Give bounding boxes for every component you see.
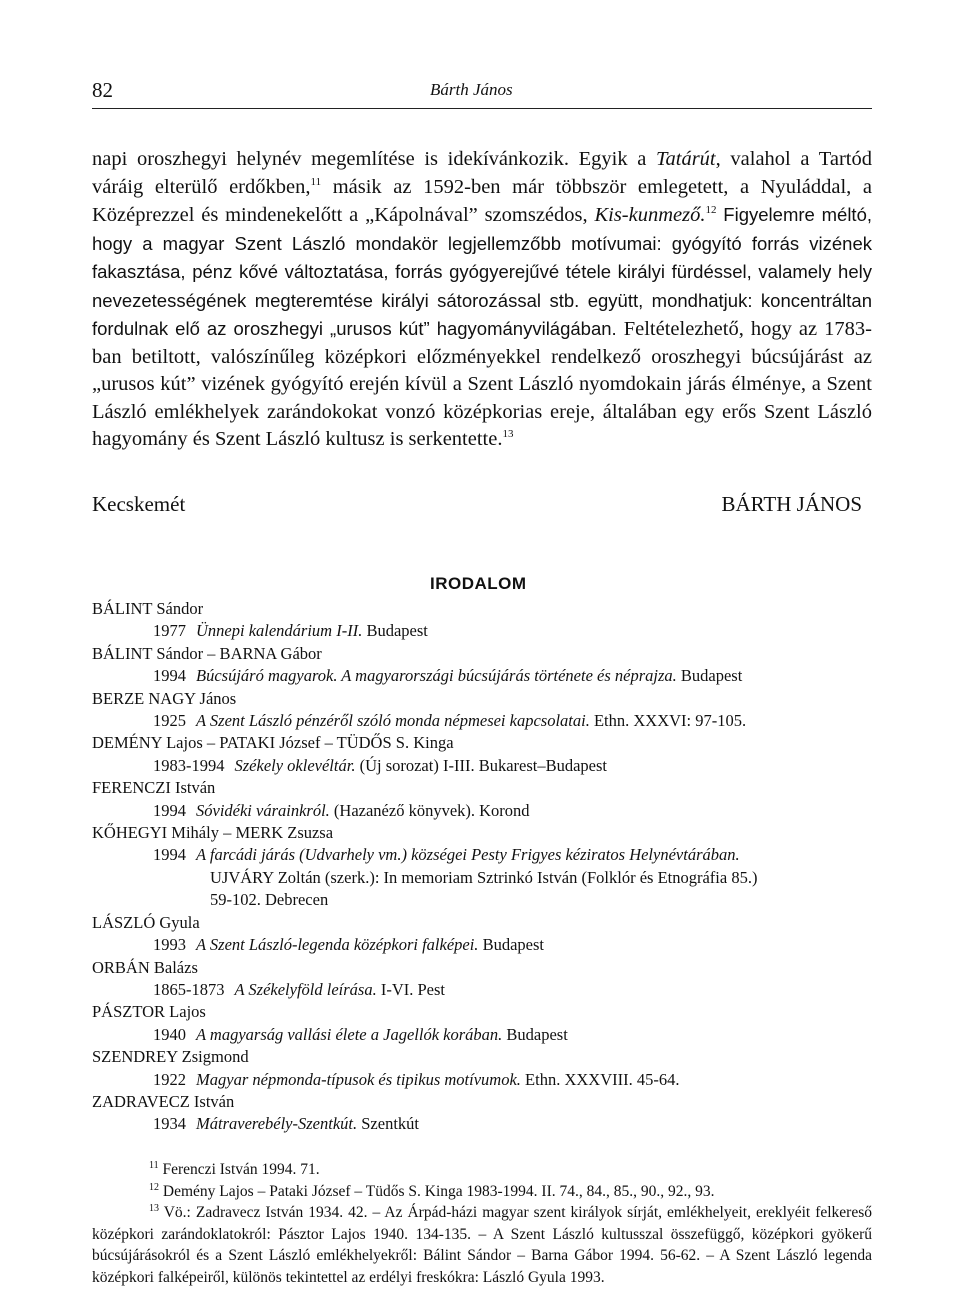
ref-title: Sóvidéki várainkról.	[196, 800, 330, 820]
ref-entry	[92, 979, 882, 1001]
place-name-tatarut: Tatárút	[655, 148, 716, 170]
ref-entry	[92, 710, 882, 732]
ref-rest: Budapest	[478, 935, 544, 955]
ref-title: Ünnepi kalendárium I-II.	[196, 621, 363, 641]
ref-rest: (Hazanéző könyvek). Korond	[329, 800, 530, 820]
ref-rest: Ethn. XXXVI: 97-105.	[589, 711, 747, 731]
ref-year: 1993	[153, 935, 186, 955]
footnotes	[92, 1159, 872, 1289]
ref-author: DEMÉNY Lajos – PATAKI József – TÜDŐS S. Kinga	[92, 733, 454, 753]
ref-continuation: UJVÁRY Zoltán (szerk.): In memoriam Sztrinkó István (Folklór és Etnográfia 85.)	[210, 867, 758, 887]
ref-title: A magyarság vallási élete a Jagellók korában.	[196, 1024, 503, 1044]
footnote-ref-12[interactable]: 12	[705, 204, 717, 216]
footnote-ref-13[interactable]: 13	[502, 428, 514, 440]
ref-entry	[92, 1069, 882, 1091]
ref-year: 1940	[153, 1024, 186, 1044]
body-text-3: másik az 1592-ben már többször emlegetett, a Nyuláddal, a Középrezzel és mindenekelőtt a „Kápolnával” szomszédos,	[92, 175, 872, 226]
ref-entry	[92, 1113, 882, 1135]
ref-author: ORBÁN Balázs	[92, 957, 198, 977]
ref-rest: Ethn. XXXVIII. 45-64.	[520, 1069, 680, 1089]
ref-year: 1865-1873	[153, 979, 225, 999]
signature-author: BÁRTH JÁNOS	[721, 492, 862, 516]
ref-author: PÁSZTOR Lajos	[92, 1002, 206, 1022]
ref-author: LÁSZLÓ Gyula	[92, 912, 200, 932]
main-paragraph	[92, 146, 872, 454]
ref-author: ZADRAVECZ István	[92, 1091, 235, 1111]
footnote-number: 12	[149, 1181, 159, 1193]
footnote-11	[92, 1159, 872, 1181]
ref-rest: Szentkút	[357, 1114, 419, 1134]
ref-title: A farcádi járás (Udvarhely vm.) községei Pesty Frigyes kéziratos Helynévtárában.	[196, 845, 740, 865]
ref-rest: (Új sorozat) I-III. Bukarest–Budapest	[355, 755, 607, 775]
ref-rest: I-VI. Pest	[376, 979, 445, 999]
footnote-ref-11[interactable]: 11	[310, 175, 322, 188]
ref-entry	[92, 620, 882, 642]
ref-rest: Budapest	[502, 1024, 568, 1044]
bibliography-list	[92, 598, 882, 1136]
ref-year: 1994	[153, 666, 186, 686]
ref-title: A Szent László-legenda középkori falképei.	[196, 935, 479, 955]
ref-year: 1983-1994	[153, 755, 225, 775]
ref-year: 1994	[153, 845, 186, 865]
ref-author: BÁLINT Sándor – BARNA Gábor	[92, 643, 322, 663]
signature-place: Kecskemét	[92, 492, 186, 516]
ref-year: 1934	[153, 1114, 186, 1134]
ref-entry	[92, 1024, 882, 1046]
ref-rest: Budapest	[362, 621, 428, 641]
ref-entry	[92, 844, 882, 866]
ref-entry	[92, 800, 882, 822]
ref-title: A Székelyföld leírása.	[234, 979, 377, 999]
ref-author: BERZE NAGY János	[92, 688, 237, 708]
running-head: Bárth János	[430, 80, 513, 99]
footnote-13	[92, 1202, 872, 1288]
ref-title: Búcsújáró magyarok. A magyarországi búcsújárás története és néprajza.	[196, 666, 677, 686]
ref-author: BÁLINT Sándor	[92, 599, 204, 618]
body-text-5: Feltételezhető, hogy az 1783-ban betiltott, valószínűleg középkori előzményekkel rendelkező oroszhegyi búcsújárást az „urusos kút” vizének gyógyító erején kívül a Szent László nyomdokain járás élménye, a Szent László emlékhelyek zarándokokat vonzó középkorias ereje, általában egy erős Szent László hagyomány és Szent László kultusz is serkentette.	[92, 318, 872, 450]
footnote-number: 13	[149, 1203, 159, 1215]
footnote-text: Ferenczi István 1994. 71.	[162, 1161, 320, 1178]
body-text-1: napi oroszhegyi helynév megemlítése is idekívánkozik. Egyik a	[92, 148, 656, 170]
ref-title: Mátraverebély-Szentkút.	[196, 1114, 358, 1134]
ref-year: 1977	[153, 621, 186, 641]
ref-continuation: 59-102. Debrecen	[210, 890, 329, 910]
footnote-number: 11	[149, 1160, 159, 1171]
ref-title: Székely oklevéltár.	[234, 755, 356, 775]
page-header	[92, 78, 872, 109]
ref-rest: Budapest	[676, 666, 743, 686]
place-name-kiskunmezo: Kis-kunmező.	[594, 204, 706, 226]
ref-entry	[92, 755, 882, 777]
footnote-text: Demény Lajos – Pataki József – Tüdős S. Kinga 1983-1994. II. 74., 84., 85., 90., 92., 93.	[162, 1182, 715, 1200]
ref-author: KŐHEGYI Mihály – MERK Zsuzsa	[92, 823, 334, 843]
bibliography-title: IRODALOM	[430, 574, 527, 593]
page-number: 82	[92, 78, 113, 102]
ref-year: 1994	[153, 800, 186, 820]
ref-year: 1925	[153, 711, 186, 731]
ref-title: A Szent László pénzéről szóló monda népmesei kapcsolatai.	[196, 711, 590, 731]
ref-title: Magyar népmonda-típusok és tipikus motívumok.	[196, 1069, 521, 1089]
body-text-4: Figyelemre méltó, hogy a magyar Szent László mondakör legjellemzőbb motívumai: gyógyító forrás vizének fakasztása, pénz kővé változtatása, forrás gyógyerejűvé tétele királyi fürdéssel, valamely hely nevezetességének megteremtése királyi sátorozással stb. együtt, mondhatjuk: koncentráltan fordulnak elő az oroszhegyi „urusos kút” hagyományvilágában.	[92, 204, 872, 339]
ref-author: FERENCZI István	[92, 778, 216, 798]
body-text-2: , valahol a Tartód váráig elterülő erdőkben,	[92, 148, 872, 198]
ref-entry	[92, 665, 882, 687]
ref-entry	[92, 934, 882, 956]
ref-year: 1922	[153, 1069, 186, 1089]
footnote-12	[92, 1181, 872, 1203]
footnote-text: Vö.: Zadravecz István 1934. 42. – Az Árpád-házi magyar szent királyok sírját, emlékhelyeit, ereklyéit felkereső középkori zarándoklatokról: Pásztor Lajos 1940. 134-135. – A Szent László kultusszal összefüggő, középkori gyökerű búcsújárásokról és a Szent László emlékhelyekről: Bálint Sándor – Barna Gábor 1994. 56-62. – A Szent László legenda középkori falképeiről, különös tekintettel az erdélyi freskókra: László Gyula 1993.	[92, 1204, 872, 1286]
ref-author: SZENDREY Zsigmond	[92, 1047, 249, 1067]
